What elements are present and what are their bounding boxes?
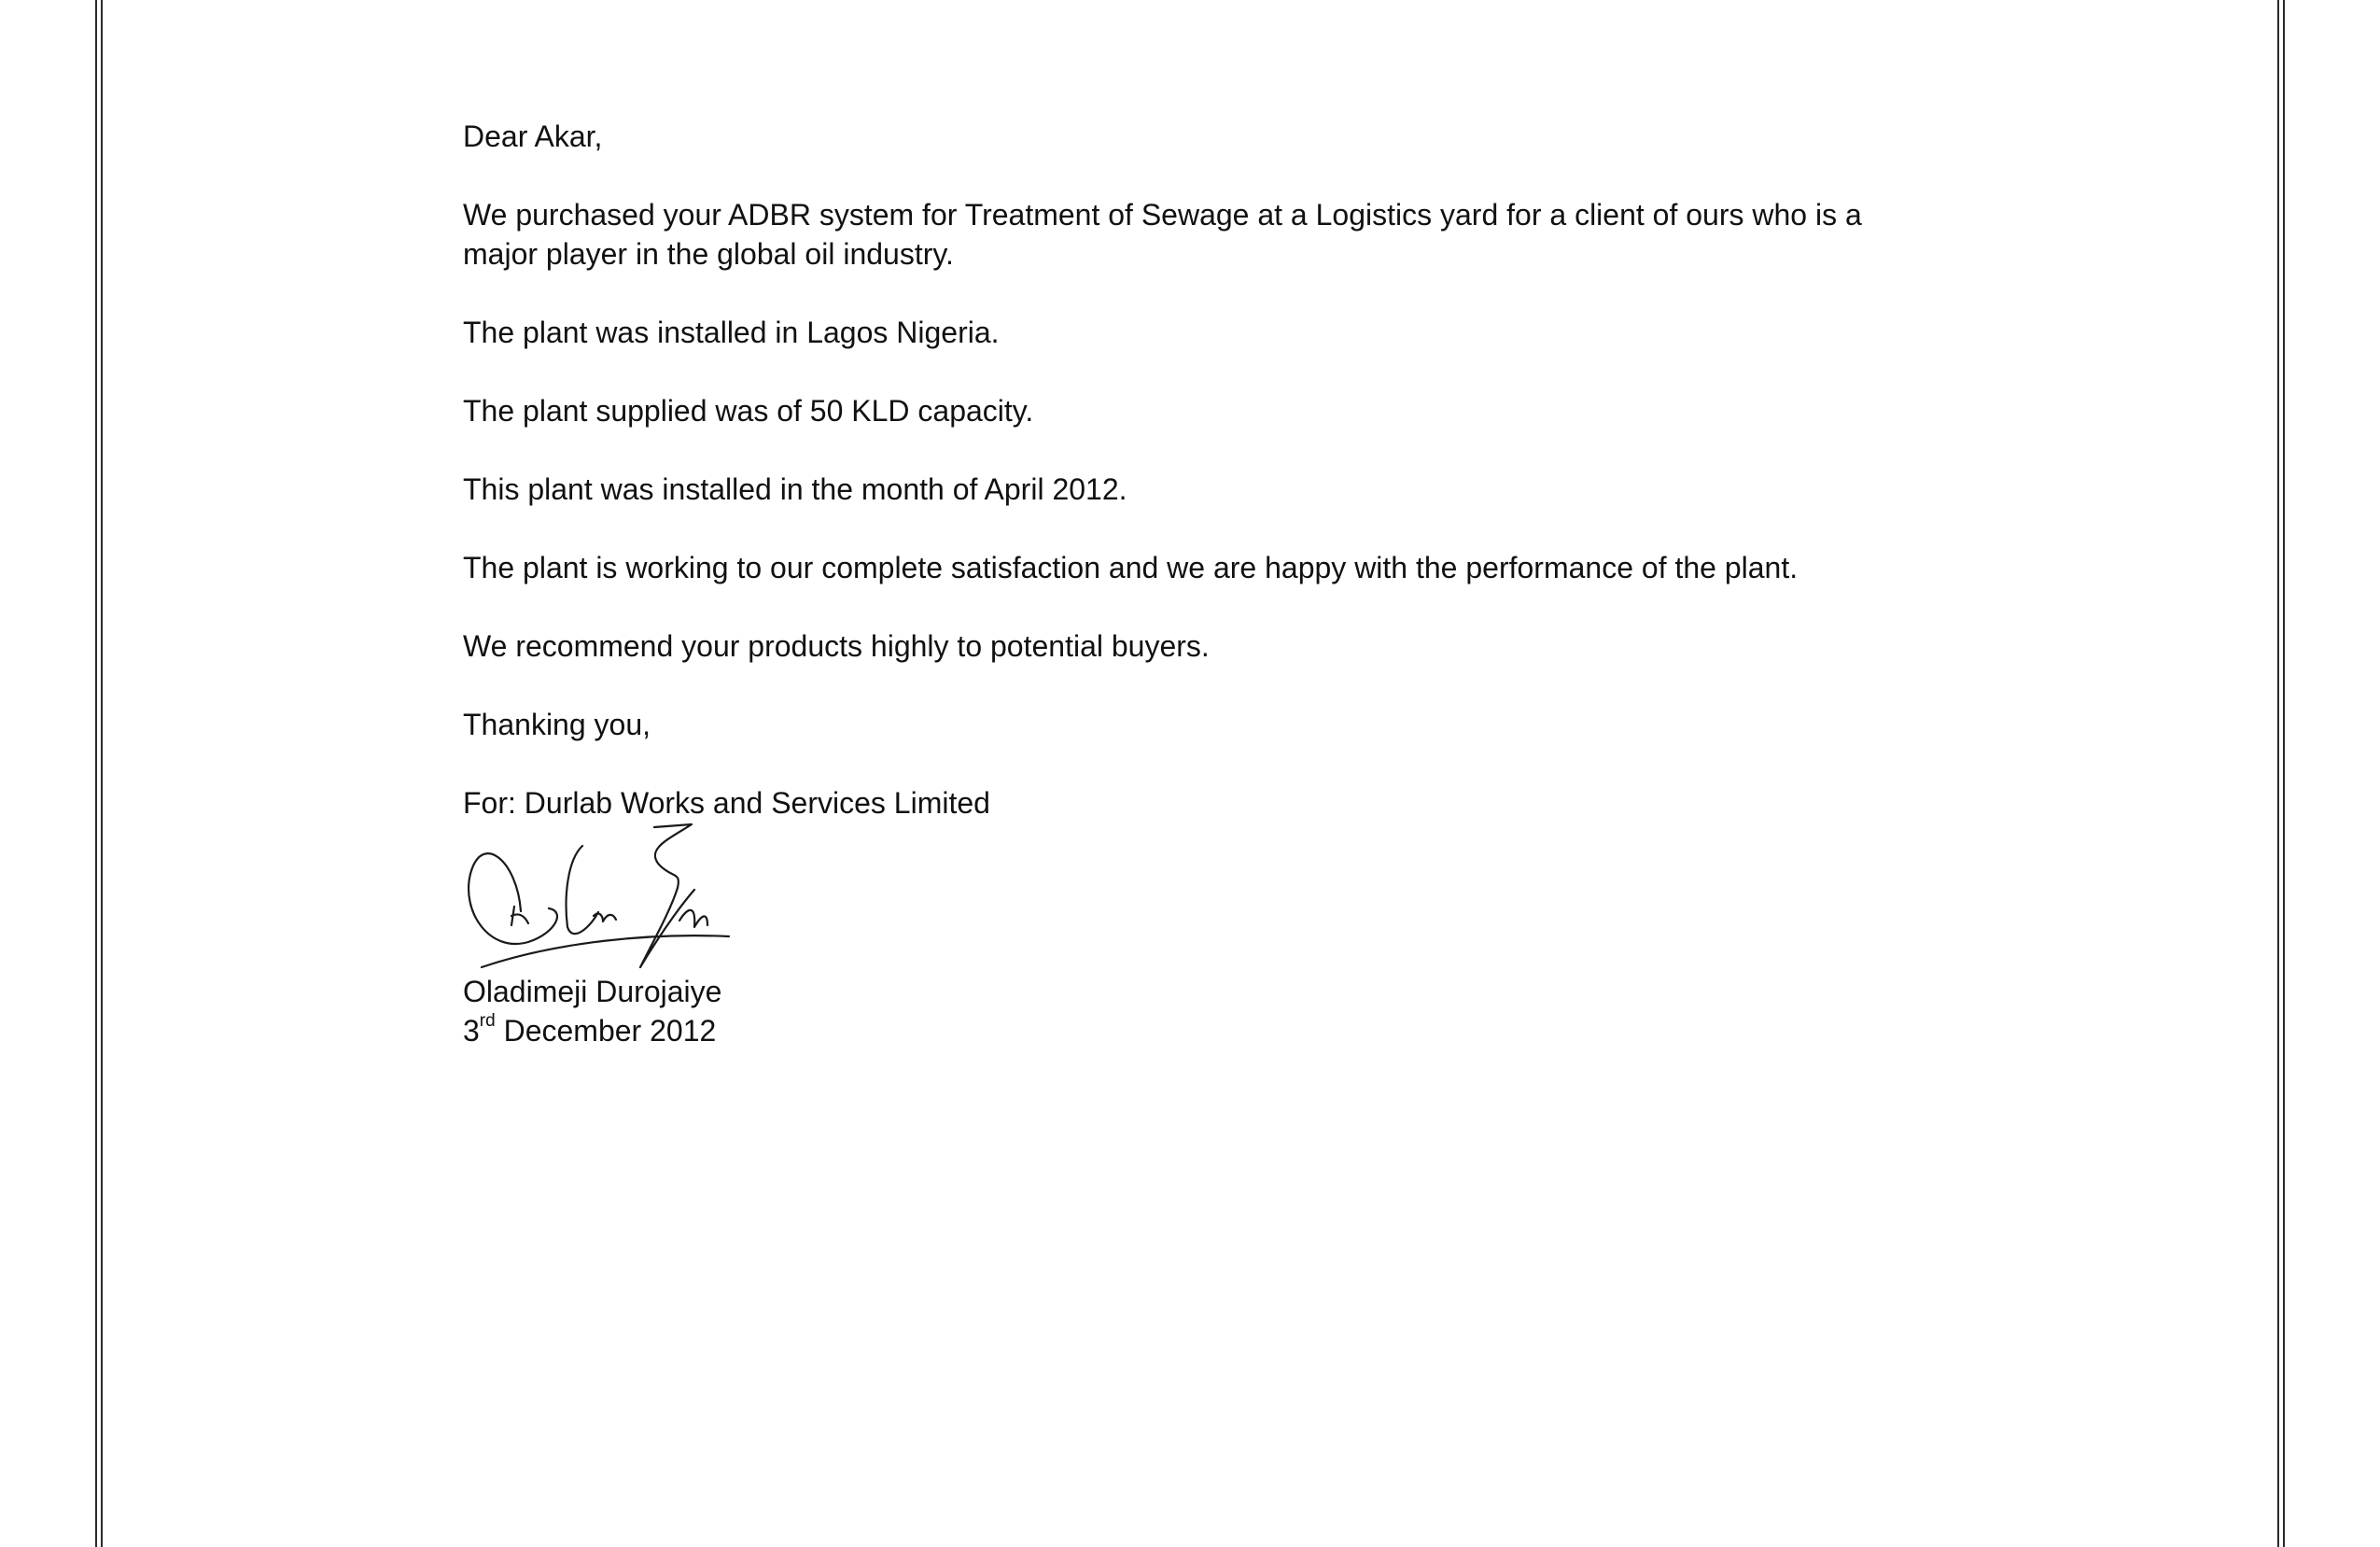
paragraph-recommendation: We recommend your products highly to potential buyers. <box>463 629 1210 663</box>
letter-body <box>463 117 1910 1050</box>
page-border-left-outer <box>95 0 97 1547</box>
date-day: 3 <box>463 1014 480 1048</box>
page-border-right-outer <box>2283 0 2285 1547</box>
page-border-right-inner <box>2277 0 2279 1547</box>
paragraph-purchase: We purchased your ADBR system for Treatment of Sewage at a Logistics yard for a client of ours who is a major player in the global oil industry. <box>463 198 1862 271</box>
letter-date <box>463 1011 1910 1050</box>
date-suffix: rd <box>479 1011 496 1032</box>
signer-name: Oladimeji Durojaiye <box>463 975 722 1008</box>
paragraph-satisfaction: The plant is working to our complete satisfaction and we are happy with the performance of the plant. <box>463 551 1799 584</box>
closing: Thanking you, <box>463 708 651 741</box>
handwritten-signature <box>463 823 734 972</box>
company-line: For: Durlab Works and Services Limited <box>463 786 990 820</box>
date-month-year: December 2012 <box>503 1014 717 1048</box>
salutation: Dear Akar, <box>463 120 603 153</box>
paragraph-capacity: The plant supplied was of 50 KLD capacity. <box>463 394 1034 428</box>
paragraph-install-date: This plant was installed in the month of April 2012. <box>463 472 1127 506</box>
page-border-left-inner <box>101 0 103 1547</box>
paragraph-location: The plant was installed in Lagos Nigeria. <box>463 316 1000 349</box>
